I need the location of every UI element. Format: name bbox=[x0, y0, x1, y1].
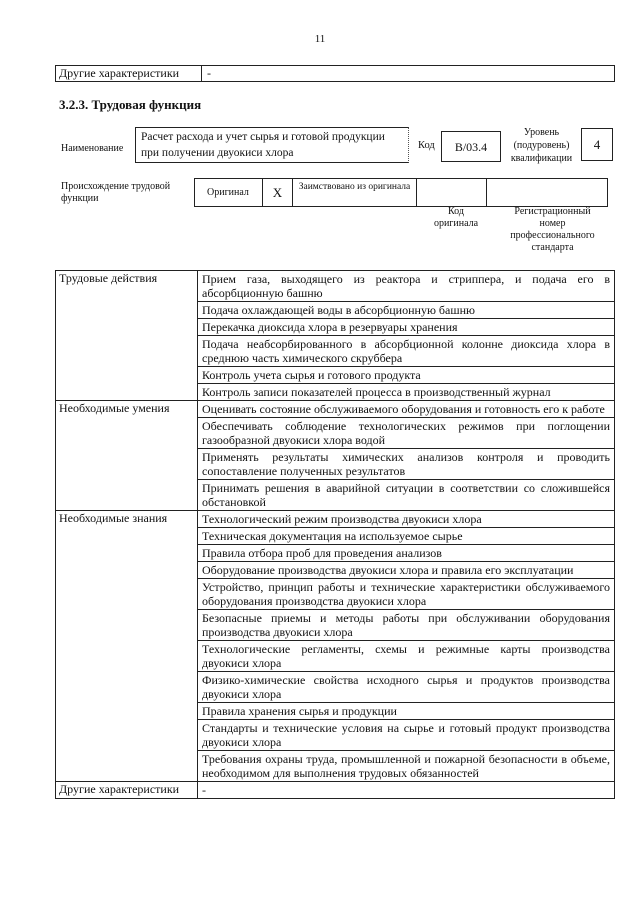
labor-action-item: Контроль учета сырья и готового продукта bbox=[198, 367, 615, 384]
borrowed-label: Заимствовано из оригинала bbox=[293, 179, 417, 206]
previous-other-characteristics-row bbox=[55, 65, 615, 82]
knowledge-item: Стандарты и технические условия на сырье и готовый продукт производства двуокиси хлора bbox=[198, 720, 615, 751]
origin-table bbox=[194, 178, 608, 207]
skill-item: Оценивать состояние обслуживаемого оборудования и готовность его к работе bbox=[198, 401, 615, 418]
knowledge-item: Технологический режим производства двуокиси хлора bbox=[198, 511, 615, 528]
skills-label: Необходимые умения bbox=[56, 401, 198, 511]
knowledge-item: Требования охраны труда, промышленной и пожарной безопасности в объеме, необходимом для выполнения трудовых обязанностей bbox=[198, 751, 615, 782]
section-title: 3.2.3. Трудовая функция bbox=[59, 97, 202, 112]
function-name-value: Расчет расхода и учет сырья и готовой продукции при получении двуокиси хлора bbox=[135, 127, 409, 163]
knowledge-item: Оборудование производства двуокиси хлора и правила его эксплуатации bbox=[198, 562, 615, 579]
page-number: 11 bbox=[314, 33, 326, 45]
labor-action-item: Подача неабсорбированного в абсорбционной колонне диоксида хлора в среднюю часть химического скруббера bbox=[198, 336, 615, 367]
reg-number-label: Регистрационный номер профессионального стандарта bbox=[510, 206, 595, 253]
knowledge-item: Техническая документация на используемое сырье bbox=[198, 528, 615, 545]
name-label: Наименование bbox=[61, 143, 124, 154]
other-characteristics-value: - bbox=[198, 782, 615, 799]
labor-action-item: Подача охлаждающей воды в абсорбционную башню bbox=[198, 302, 615, 319]
labor-action-item: Перекачка диоксида хлора в резервуары хранения bbox=[198, 319, 615, 336]
knowledge-item: Правила отбора проб для проведения анализов bbox=[198, 545, 615, 562]
knowledge-item: Технологические регламенты, схемы и режимные карты производства двуокиси хлора bbox=[198, 641, 615, 672]
table-row bbox=[56, 271, 615, 302]
knowledge-item: Физико-химические свойства исходного сырья и продуктов производства двуокиси хлора bbox=[198, 672, 615, 703]
qualification-level-value: 4 bbox=[581, 128, 613, 161]
other-characteristics-label: Другие характеристики bbox=[56, 782, 198, 799]
knowledge-item: Правила хранения сырья и продукции bbox=[198, 703, 615, 720]
original-label: Оригинал bbox=[195, 179, 263, 206]
original-mark: X bbox=[263, 179, 293, 206]
other-characteristics-value: - bbox=[207, 66, 211, 80]
knowledge-label: Необходимые знания bbox=[56, 511, 198, 782]
skill-item: Принимать решения в аварийной ситуации в соответствии со сложившейся обстановкой bbox=[198, 480, 615, 511]
function-code-value: В/03.4 bbox=[441, 131, 501, 162]
origin-label: Происхождение трудовой функции bbox=[61, 181, 171, 204]
reg-number-cell bbox=[487, 179, 607, 206]
labor-actions-label: Трудовые действия bbox=[56, 271, 198, 401]
other-characteristics-label: Другие характеристики bbox=[56, 66, 202, 81]
table-row bbox=[56, 511, 615, 528]
knowledge-item: Безопасные приемы и методы работы при обслуживании оборудования производства двуокиси хлора bbox=[198, 610, 615, 641]
function-details-table bbox=[55, 270, 615, 799]
skill-item: Применять результаты химических анализов контроля и проводить сопоставление полученных результатов bbox=[198, 449, 615, 480]
table-row bbox=[56, 782, 615, 799]
knowledge-item: Устройство, принцип работы и технические характеристики обслуживаемого оборудования производства двуокиси хлора bbox=[198, 579, 615, 610]
code-label: Код bbox=[418, 140, 435, 151]
code-original-label: Код оригинала bbox=[433, 206, 479, 229]
labor-action-item: Прием газа, выходящего из реактора и стриппера, и подача его в абсорбционную башню bbox=[198, 271, 615, 302]
table-row bbox=[56, 401, 615, 418]
labor-action-item: Контроль записи показателей процесса в производственный журнал bbox=[198, 384, 615, 401]
qualification-level-label: Уровень (подуровень) квалификации bbox=[510, 127, 573, 164]
skill-item: Обеспечивать соблюдение технологических режимов при поглощении газообразной двуокиси хлора водой bbox=[198, 418, 615, 449]
code-original-cell bbox=[417, 179, 487, 206]
